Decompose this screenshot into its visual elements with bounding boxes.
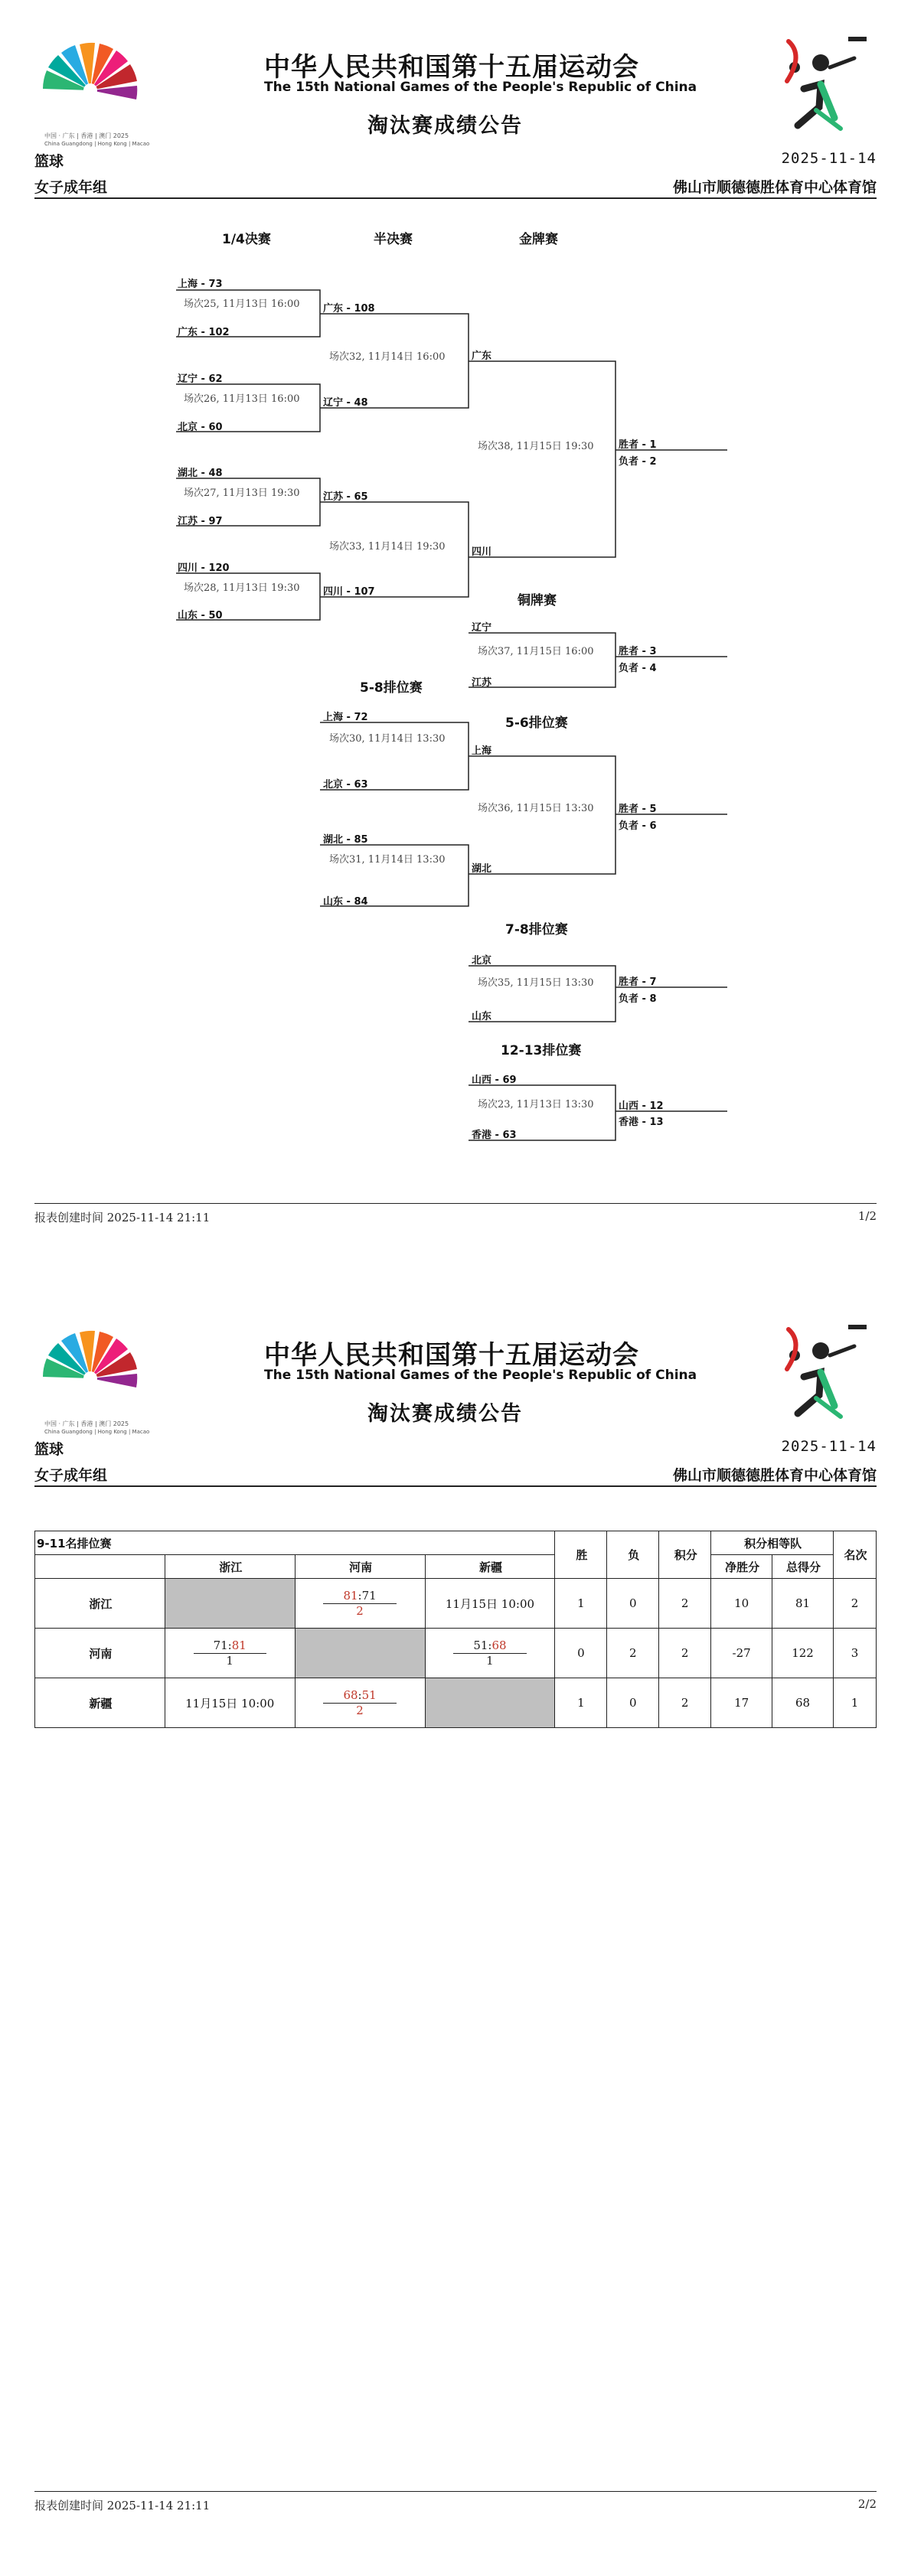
schedule-cell: 11月15日 10:00 — [165, 1678, 295, 1728]
p78-top-team: 北京 — [472, 955, 492, 967]
rank: 2 — [833, 1579, 876, 1629]
sf1-bottom-team: 辽宁 - 48 — [323, 397, 368, 409]
venue-label: 佛山市顺德德胜体育中心体育馆 — [672, 179, 877, 196]
schedule-cell: 11月15日 10:00 — [425, 1579, 555, 1629]
logo-caption: 中国 · 广东 | 香港 | 澳门 2025 — [44, 132, 129, 139]
game-points: 1 — [486, 1654, 494, 1668]
p1213-bottom-team: 香港 - 63 — [472, 1130, 517, 1141]
p78-bottom-team: 山东 — [472, 1011, 492, 1022]
p56-loser: 负者 - 6 — [619, 820, 657, 832]
wins: 1 — [555, 1579, 607, 1629]
points: 2 — [659, 1678, 711, 1728]
bronze-loser: 负者 - 4 — [619, 663, 657, 674]
stage-bronze: 铜牌赛 — [518, 593, 557, 608]
table-row — [35, 1579, 877, 1629]
p1213-match-info: 场次23, 11月13日 13:30 — [478, 1099, 594, 1110]
gold-loser: 负者 - 2 — [619, 456, 657, 468]
p78-loser: 负者 - 8 — [619, 993, 657, 1005]
stage-5-8: 5-8排位赛 — [360, 680, 423, 696]
p56-match-info: 场次36, 11月15日 13:30 — [478, 803, 594, 814]
p1213-loser: 香港 - 13 — [619, 1117, 664, 1128]
game-points: 1 — [226, 1654, 233, 1668]
page-subtitle: 淘汰赛成绩公告 — [367, 1402, 523, 1426]
score-b: 51 — [361, 1688, 377, 1702]
title-en: The 15th National Games of the People's Republic of China — [264, 80, 697, 95]
sf1-top-team: 广东 - 108 — [323, 303, 375, 315]
p58-1-bottom-team: 北京 - 63 — [323, 779, 368, 791]
group-label: 女子成年组 — [34, 179, 108, 196]
qf2-top-team: 辽宁 - 62 — [178, 373, 223, 385]
qf4-bottom-team: 山东 - 50 — [178, 610, 223, 621]
title-en: The 15th National Games of the People's Republic of China — [264, 1368, 697, 1383]
game-points: 2 — [356, 1704, 364, 1717]
qf1-bottom-team: 广东 - 102 — [178, 327, 230, 338]
p78-match-info: 场次35, 11月15日 13:30 — [478, 977, 594, 989]
self-cell — [295, 1629, 425, 1678]
total-points: 122 — [772, 1629, 834, 1678]
footer-divider — [34, 2491, 877, 2492]
qf1-match-info: 场次25, 11月13日 16:00 — [184, 298, 300, 310]
page-number: 1/2 — [857, 1209, 877, 1223]
stage-gold: 金牌赛 — [519, 232, 558, 247]
table-title: 9-11名排位赛 — [35, 1531, 555, 1555]
p1213-winner: 山西 - 12 — [619, 1101, 664, 1112]
points: 2 — [659, 1629, 711, 1678]
row-team: 新疆 — [35, 1678, 165, 1728]
sf1-match-info: 场次32, 11月14日 16:00 — [329, 351, 446, 363]
score-a: 68 — [343, 1688, 358, 1702]
bronze-bottom-team: 江苏 — [472, 677, 492, 689]
created-time: 报表创建时间 2025-11-14 21:11 — [34, 2499, 211, 2512]
rank: 3 — [833, 1629, 876, 1678]
sport-label: 篮球 — [34, 153, 64, 170]
result-cell: 68:51 2 — [295, 1678, 425, 1728]
row-team: 浙江 — [35, 1579, 165, 1629]
gold-winner: 胜者 - 1 — [619, 439, 657, 451]
self-cell — [165, 1579, 295, 1629]
p58-1-top-team: 上海 - 72 — [323, 712, 368, 723]
gold-top-team: 广东 — [472, 351, 492, 362]
result-cell: 51:68 1 — [425, 1629, 555, 1678]
qf1-top-team: 上海 - 73 — [178, 279, 223, 290]
col-points: 积分 — [659, 1531, 711, 1579]
qf2-bottom-team: 北京 - 60 — [178, 422, 223, 433]
report-date: 2025-11-14 — [781, 150, 877, 167]
logo-caption: 中国 · 广东 | 香港 | 澳门 2025 — [44, 1420, 129, 1427]
stage-12-13: 12-13排位赛 — [501, 1043, 582, 1058]
group-label: 女子成年组 — [34, 1467, 108, 1484]
logo-caption-en: China Guangdong | Hong Kong | Macao — [44, 141, 150, 147]
rank: 1 — [833, 1678, 876, 1728]
points: 2 — [659, 1579, 711, 1629]
sf2-bottom-team: 四川 - 107 — [323, 586, 375, 598]
wins: 0 — [555, 1629, 607, 1678]
footer-divider — [34, 1203, 877, 1204]
qf4-match-info: 场次28, 11月13日 19:30 — [184, 582, 300, 594]
stage-5-6: 5-6排位赛 — [505, 716, 568, 731]
net-points: -27 — [711, 1629, 772, 1678]
p58-2-match-info: 场次31, 11月14日 13:30 — [329, 854, 446, 866]
col-team-3: 新疆 — [425, 1555, 555, 1579]
p56-bottom-team: 湖北 — [472, 863, 492, 875]
p58-1-match-info: 场次30, 11月14日 13:30 — [329, 733, 446, 745]
round-robin-table — [34, 1531, 877, 1728]
table-row — [35, 1678, 877, 1728]
col-tie: 积分相等队 — [711, 1531, 834, 1555]
net-points: 17 — [711, 1678, 772, 1728]
qf4-top-team: 四川 - 120 — [178, 562, 230, 574]
games-logo-icon — [38, 1319, 145, 1418]
qf2-match-info: 场次26, 11月13日 16:00 — [184, 393, 300, 405]
bronze-winner: 胜者 - 3 — [619, 646, 657, 657]
p78-winner: 胜者 - 7 — [619, 977, 657, 988]
stage-semifinal: 半决赛 — [374, 232, 413, 247]
p58-2-bottom-team: 山东 - 84 — [323, 896, 368, 908]
page-2 — [0, 1288, 911, 2576]
sport-label: 篮球 — [34, 1441, 64, 1458]
score-a: 71 — [213, 1639, 228, 1652]
col-team-2: 河南 — [295, 1555, 425, 1579]
logo-caption-en: China Guangdong | Hong Kong | Macao — [44, 1429, 150, 1435]
total-points: 68 — [772, 1678, 834, 1728]
col-win: 胜 — [555, 1531, 607, 1579]
bronze-top-team: 辽宁 — [472, 622, 492, 634]
p56-winner: 胜者 - 5 — [619, 804, 657, 815]
score-a: 51 — [473, 1639, 488, 1652]
stage-quarterfinal: 1/4决赛 — [222, 232, 271, 247]
bronze-match-info: 场次37, 11月15日 16:00 — [478, 646, 594, 657]
gold-match-info: 场次38, 11月15日 19:30 — [478, 441, 594, 452]
net-points: 10 — [711, 1579, 772, 1629]
p1213-top-team: 山西 - 69 — [472, 1074, 517, 1086]
qf3-match-info: 场次27, 11月13日 19:30 — [184, 487, 300, 499]
col-net: 净胜分 — [711, 1555, 772, 1579]
qf3-bottom-team: 江苏 - 97 — [178, 516, 223, 527]
basketball-pictogram-icon — [766, 1322, 873, 1429]
page-subtitle: 淘汰赛成绩公告 — [367, 114, 523, 138]
header-empty — [35, 1555, 165, 1579]
col-rank: 名次 — [833, 1531, 876, 1579]
losses: 2 — [607, 1629, 659, 1678]
sf2-top-team: 江苏 - 65 — [323, 491, 368, 503]
score-b: 71 — [361, 1589, 377, 1603]
score-b: 68 — [491, 1639, 507, 1652]
losses: 0 — [607, 1579, 659, 1629]
result-cell: 71:81 1 — [165, 1629, 295, 1678]
score-b: 81 — [231, 1639, 247, 1652]
venue-label: 佛山市顺德德胜体育中心体育馆 — [672, 1467, 877, 1484]
col-team-1: 浙江 — [165, 1555, 295, 1579]
score-a: 81 — [343, 1589, 358, 1603]
losses: 0 — [607, 1678, 659, 1728]
wins: 1 — [555, 1678, 607, 1728]
table-row — [35, 1629, 877, 1678]
sf2-match-info: 场次33, 11月14日 19:30 — [329, 541, 446, 553]
title-cn: 中华人民共和国第十五届运动会 — [264, 1340, 639, 1371]
col-loss: 负 — [607, 1531, 659, 1579]
result-cell: 81:71 2 — [295, 1579, 425, 1629]
page-number: 2/2 — [857, 2497, 877, 2511]
stage-7-8: 7-8排位赛 — [505, 922, 568, 937]
game-points: 2 — [356, 1604, 364, 1618]
report-date: 2025-11-14 — [781, 1438, 877, 1455]
p56-top-team: 上海 — [472, 745, 492, 757]
p58-2-top-team: 湖北 - 85 — [323, 834, 368, 846]
created-time: 报表创建时间 2025-11-14 21:11 — [34, 1211, 211, 1224]
col-total: 总得分 — [772, 1555, 834, 1579]
row-team: 河南 — [35, 1629, 165, 1678]
self-cell — [425, 1678, 555, 1728]
title-cn: 中华人民共和国第十五届运动会 — [264, 52, 639, 83]
qf3-top-team: 湖北 - 48 — [178, 468, 223, 479]
total-points: 81 — [772, 1579, 834, 1629]
header-divider — [34, 1485, 877, 1487]
gold-bottom-team: 四川 — [472, 546, 492, 558]
